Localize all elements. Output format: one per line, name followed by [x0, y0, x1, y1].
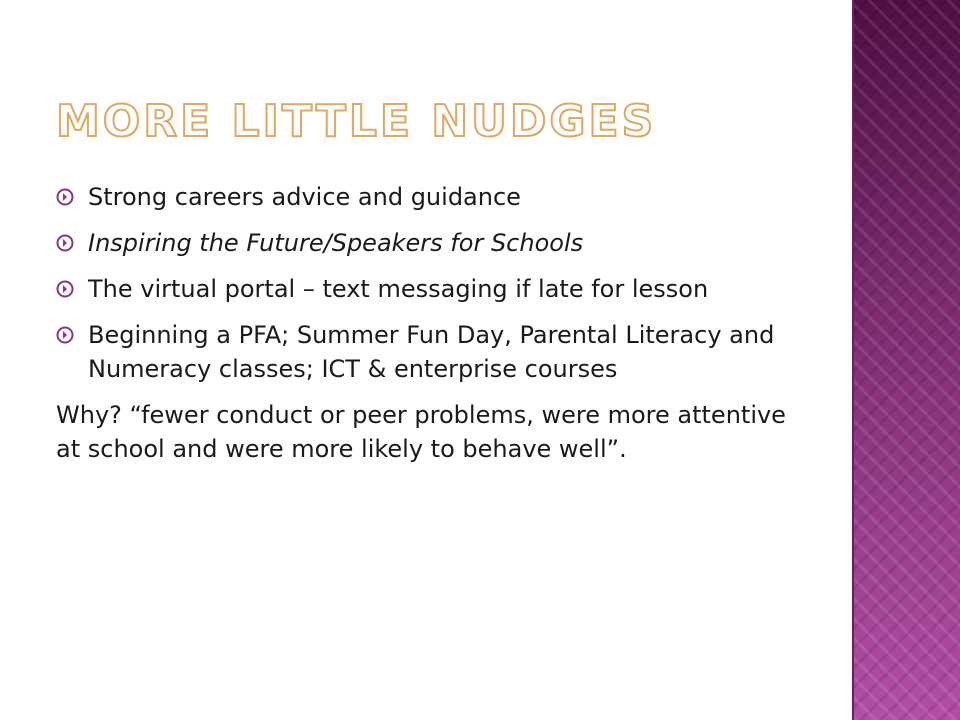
bullet-item	[56, 226, 816, 260]
circled-arrow-bullet-icon	[56, 234, 74, 252]
bullet-list	[56, 180, 816, 386]
bullet-item	[56, 180, 816, 214]
slide-title: MORE LITTLE NUDGES	[56, 96, 657, 147]
circled-arrow-bullet-icon	[56, 188, 74, 206]
decorative-side-panel	[852, 0, 960, 720]
bullet-item	[56, 318, 816, 386]
closing-quote: Why? “fewer conduct or peer problems, were more attentive at school and were more likely to behave well”.	[56, 401, 786, 463]
bullet-text: Beginning a PFA; Summer Fun Day, Parental Literacy and Numeracy classes; ICT & enterprise courses	[88, 321, 775, 383]
bullet-item	[56, 272, 816, 306]
circled-arrow-bullet-icon	[56, 280, 74, 298]
bullet-text: Inspiring the Future/Speakers for Schools	[88, 229, 584, 257]
bullet-text: Strong careers advice and guidance	[88, 183, 521, 211]
slide-content	[56, 180, 816, 466]
bullet-text: The virtual portal – text messaging if late for lesson	[88, 275, 709, 303]
circled-arrow-bullet-icon	[56, 326, 74, 344]
